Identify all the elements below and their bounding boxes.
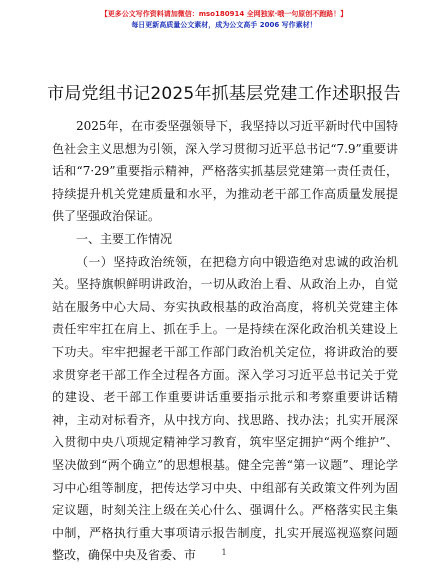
paragraph-intro: 2025年，在市委坚强领导下，我坚持以习近平新时代中国特色社会主义思想为引领，深入学习贯彻习近平总书记“7.9”重要讲话和“7·29”重要指示精神，严格落实抓基层党建第一责任责任，持续提升机关党建质量和水平，为推动老干部工作高质量发展提供了坚强政治保证。 bbox=[52, 119, 398, 224]
paragraph-section-1-1: （一）坚持政治统领，在把稳方向中锻造绝对忠诚的政治机关。坚持旗帜鲜明讲政治，一切从政治上看、从政治上办，自觉站在服务中心大局、夯实执政根基的政治高度，将机关党建主体责任牢牢扛在肩上、抓在手上。一是持续在深化政治机关建设上下功夫。牢牢把握老干部工作部门政治机关定位，将讲政治的要求贯穿老干部工作全过程各方面。深入学习习近平总书记关于党的建设、老干部工作重要讲话重要指示批示和考察重要讲话精神，主动对标看齐，从中找方向、找思路、找办法；扎实开展深入贯彻中央八项规定精神学习教育，筑牢坚定拥护“两个维护”、坚决做到“两个确立”的思想根基。健全完善“第一议题”、理论学习中心组等制度，把传达学习中央、中组部有关政策文件列为固定议题，时刻关注上级在关心什么、强调什么。严格落实民主集中制，严格执行重大事项请示报告制度，扎实开展巡视巡察问题整改，确保中央及省委、市 bbox=[52, 254, 398, 563]
document-title: 市局党组书记2025年抓基层党建工作述职报告 bbox=[47, 84, 401, 104]
section-heading-1: 一、主要工作情况 bbox=[76, 231, 173, 246]
page-number: 1 bbox=[221, 548, 227, 557]
document-body bbox=[52, 115, 398, 567]
promo-banner-line-1: 【更多公文写作资料请加微信：mso180914 全网独家·哦一句原创不跑路！】 bbox=[100, 10, 348, 18]
promo-banner-line-2: 每日更新高质量公文素材，成为公文高手 2006 写作素材！ bbox=[131, 21, 317, 29]
